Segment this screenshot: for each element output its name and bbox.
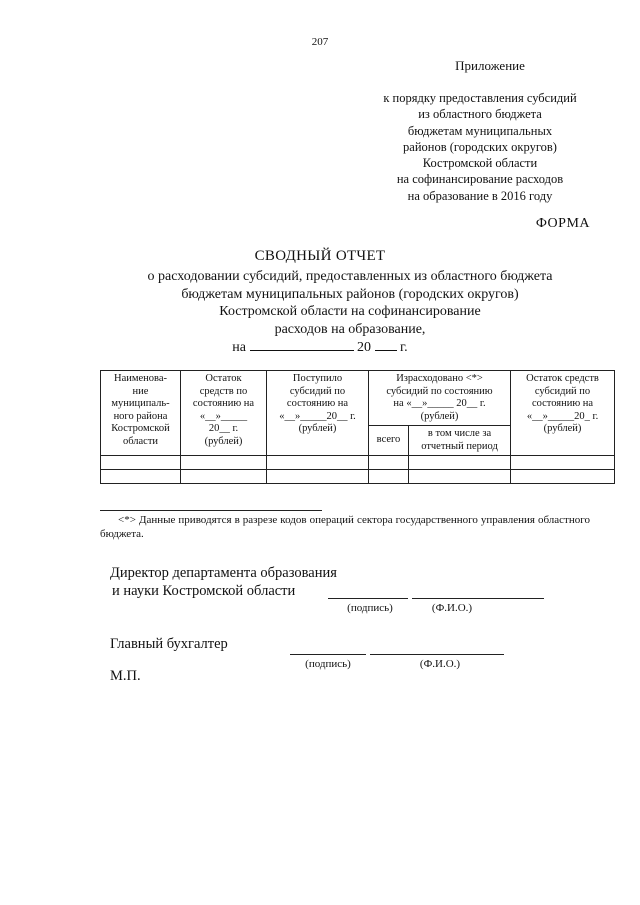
table-cell[interactable]: [409, 470, 511, 484]
header-cell-opening-balance: [181, 371, 267, 456]
appendix-line: на софинансирование расходов: [396, 172, 564, 187]
header-text: средств по: [199, 385, 248, 397]
header-cell-closing-balance: [511, 371, 615, 456]
accountant-signature-caption: (подпись): [305, 658, 351, 670]
report-line: о расходовании субсидий, предоставленных из областного бюджета: [147, 269, 553, 284]
header-text: муниципаль-: [111, 398, 170, 409]
report-date-blank: [250, 338, 354, 351]
report-date-prefix: на: [232, 340, 247, 355]
director-line: Директор департамента образования: [110, 565, 337, 581]
director-signature-caption: (подпись): [347, 602, 393, 614]
table-cell[interactable]: [181, 456, 267, 470]
stamp-placeholder: М.П.: [110, 668, 141, 684]
header-text: области: [122, 435, 159, 447]
table-cell[interactable]: [511, 456, 615, 470]
accountant-signature-line[interactable]: [290, 654, 366, 655]
table-cell[interactable]: [369, 470, 409, 484]
table-cell[interactable]: [101, 470, 181, 484]
director-name-line[interactable]: [412, 598, 544, 599]
appendix-line: к порядку предоставления субсидий: [383, 91, 577, 105]
subheader-text: отчетный период: [421, 440, 498, 452]
table-cell[interactable]: [267, 470, 369, 484]
director-line: и науки Костромской области: [112, 583, 296, 599]
appendix-line: бюджетам муниципальных: [407, 123, 553, 138]
header-text: Поступило: [292, 373, 343, 384]
page-number: 207: [311, 36, 329, 48]
table-row: [101, 470, 615, 484]
header-text: ние: [132, 385, 149, 397]
report-date-suffix: г.: [400, 340, 408, 355]
header-text: 20__ г.: [208, 423, 239, 434]
header-text: субсидий по: [534, 385, 591, 397]
accountant-name-line[interactable]: [370, 654, 504, 655]
report-title: СВОДНЫЙ ОТЧЕТ: [254, 248, 386, 264]
header-text: субсидий по: [289, 385, 346, 397]
footnote: <*> Данные приводятся в разрезе кодов операций сектора государственного управления областного бюджета.: [100, 514, 590, 540]
header-text: «__»_____20_ г.: [526, 410, 599, 422]
report-line: расходов на образование,: [274, 321, 426, 337]
header-text: на «__»_____ 20__ г.: [393, 398, 486, 409]
appendix-line: районов (городских округов): [403, 139, 557, 154]
appendix-title: Приложение: [455, 58, 525, 73]
table-cell[interactable]: [101, 456, 181, 470]
subheader-cell-total: всего: [369, 426, 409, 456]
header-text: Израсходовано <*>: [396, 373, 483, 384]
accountant-name-caption: (Ф.И.О.): [419, 658, 461, 670]
subheader-cell-period: [409, 426, 511, 456]
header-text: (рублей): [298, 423, 337, 434]
header-text: (рублей): [204, 435, 243, 447]
report-line: Костромской области на софинансирование: [219, 304, 481, 319]
table-cell[interactable]: [409, 456, 511, 470]
header-text: состоянию на: [286, 398, 349, 409]
header-cell-received: [267, 371, 369, 456]
header-text: субсидий по состоянию: [386, 385, 493, 397]
chief-accountant-title: Главный бухгалтер: [110, 636, 228, 652]
table-row: [101, 456, 615, 470]
header-text: состоянию на: [192, 398, 255, 409]
appendix-subtitle: [330, 90, 630, 204]
report-date-year: 20: [357, 340, 372, 355]
appendix-line: из областного бюджета: [418, 107, 542, 122]
appendix-line: на образование в 2016 году: [407, 188, 553, 203]
director-title: [110, 564, 370, 600]
subheader-text: в том числе за: [427, 428, 492, 439]
table-cell[interactable]: [511, 470, 615, 484]
header-text: Остаток средств: [526, 373, 599, 384]
header-text: (рублей): [543, 423, 582, 434]
director-name-caption: (Ф.И.О.): [431, 602, 473, 614]
form-label: ФОРМА: [535, 216, 590, 231]
appendix-line: Костромской области: [422, 156, 538, 171]
header-text: Костромской: [111, 423, 170, 434]
report-subtitle: [60, 268, 640, 357]
footnote-rule: [100, 510, 322, 511]
header-cell-spent: [369, 371, 511, 426]
table-cell[interactable]: [181, 470, 267, 484]
director-signature-line[interactable]: [328, 598, 408, 599]
header-text: «__»_____: [199, 410, 248, 422]
table-cell[interactable]: [267, 456, 369, 470]
header-text: ного района: [113, 410, 168, 422]
report-year-blank: [375, 338, 397, 351]
report-date-line: [60, 338, 640, 357]
header-text: состоянию на: [531, 398, 594, 409]
report-line: бюджетам муниципальных районов (городских округов): [181, 286, 519, 302]
table-header-row: [101, 371, 615, 426]
table-cell[interactable]: [369, 456, 409, 470]
header-text: (рублей): [420, 410, 459, 422]
header-text: «__»_____20__ г.: [279, 410, 356, 422]
header-cell-municipality: [101, 371, 181, 456]
report-table: [100, 370, 615, 484]
header-text: Наименова-: [113, 373, 167, 384]
header-text: Остаток: [205, 373, 242, 384]
